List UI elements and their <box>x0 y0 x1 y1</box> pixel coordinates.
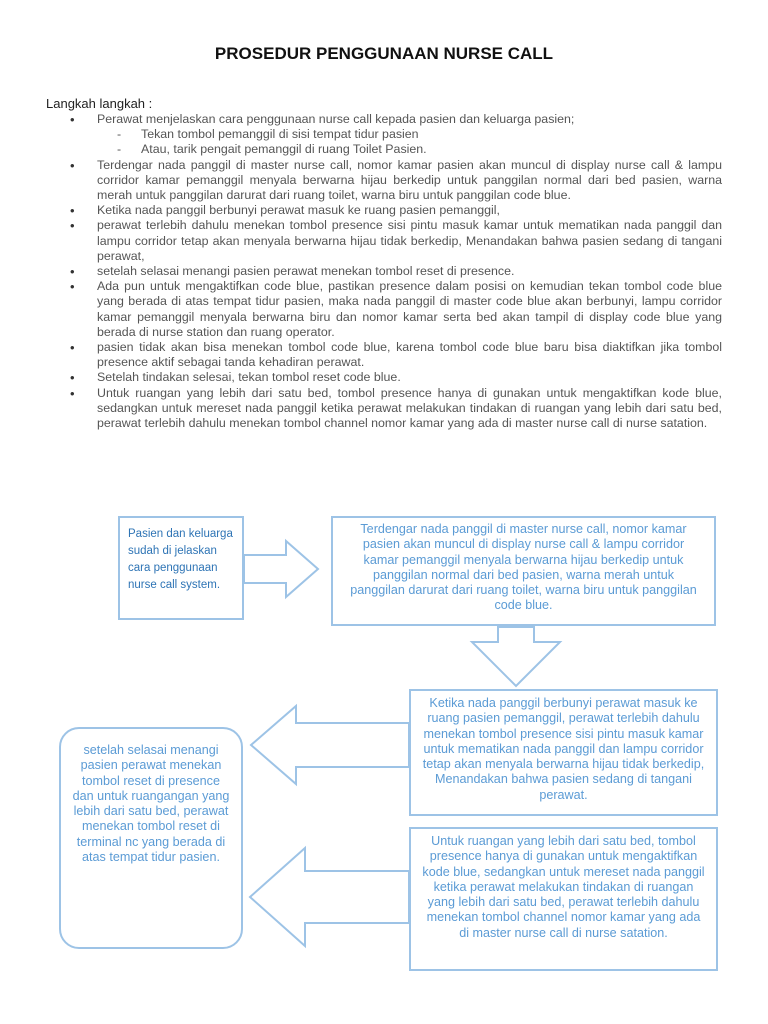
arrow-down-icon <box>472 627 560 686</box>
list-item: • Ada pun untuk mengaktifkan code blue, pastikan presence dalam posisi on kemudian tekan tombol code blue yang berada di atas tempat tidur pasien, maka nada panggil di master code blue akan berbunyi, lampu corridor kamar pemanggil menyala berwarna biru dan nomor kamar serta bed akan tampil di display code blue yang berada di nurse station dan ruang operator. <box>60 279 722 340</box>
list-item: • Terdengar nada panggil di master nurse call, nomor kamar pasien akan muncul di display nurse call & lampu corridor kamar pemanggil menyala berwarna hijau berkedip untuk panggilan normal dari bed pasien, warna merah untuk panggilan darurat dari ruang toilet, warna biru untuk panggilan code blue. <box>60 158 722 204</box>
arrow-right-icon <box>244 541 318 597</box>
step-text: Perawat menjelaskan cara penggunaan nurse call kepada pasien dan keluarga pasien; <box>97 112 575 126</box>
page-title: PROSEDUR PENGGUNAAN NURSE CALL <box>214 44 554 63</box>
substep-item: - Tekan tombol pemanggil di sisi tempat tidur pasien <box>117 127 722 142</box>
flow-box-call-received: Terdengar nada panggil di master nurse call, nomor kamar pasien akan muncul di display nurse call & lampu corridor kamar pemanggil menyala berwarna hijau berkedip untuk panggilan normal dari bed pasien, warna merah untuk panggilan darurat dari ruang toilet, warna biru untuk panggilan code blue. <box>331 516 716 626</box>
list-item: • pasien tidak akan bisa menekan tombol code blue, karena tombol code blue baru bisa diaktifkan jika tombol presence aktif sebagai tanda kehadiran perawat. <box>60 340 722 370</box>
list-item: • setelah selasai menangi pasien perawat menekan tombol reset di presence. <box>60 264 722 279</box>
flow-box-multi-bed: Untuk ruangan yang lebih dari satu bed, tombol presence hanya di gunakan untuk mengaktifkan kode blue, sedangkan untuk mereset nada panggil ketika perawat melakukan tindakan di ruangan yang lebih dari satu bed, perawat terlebih dahulu menekan tombol channel nomor kamar yang ada di master nurse call di nurse satation. <box>409 827 718 971</box>
flow-box-reset: setelah selasai menangi pasien perawat menekan tombol reset di presence dan untuk ruangangan yang lebih dari satu bed, perawat menekan tombol reset di terminal nc yang berada di atas tempat tidur pasien. <box>59 727 243 949</box>
substep-item: - Atau, tarik pengait pemanggil di ruang Toilet Pasien. <box>117 142 722 157</box>
list-item: • Untuk ruangan yang lebih dari satu bed, tombol presence hanya di gunakan untuk mengaktifkan kode blue, sedangkan untuk mereset nada panggil ketika perawat melakukan tindakan di ruangan yang lebih dari satu bed, perawat terlebih dahulu menekan tombol channel nomor kamar yang ada di master nurse call di nurse satation. <box>60 386 722 432</box>
arrow-left-icon <box>250 848 409 946</box>
flow-box-explained: Pasien dan keluarga sudah di jelaskan cara penggunaan nurse call system. <box>118 516 244 620</box>
steps-intro: Langkah langkah : <box>46 96 153 111</box>
list-item: • Ketika nada panggil berbunyi perawat masuk ke ruang pasien pemanggil, <box>60 203 722 218</box>
arrow-left-icon <box>251 706 409 784</box>
list-item: • perawat terlebih dahulu menekan tombol presence sisi pintu masuk kamar untuk mematikan nada panggil dan lampu corridor tetap akan menyala berwarna hijau tidak berkedip, Menandakan bahwa pasien sedang di tangani perawat, <box>60 218 722 264</box>
list-item: • Setelah tindakan selesai, tekan tombol reset code blue. <box>60 370 722 385</box>
flow-box-nurse-enters: Ketika nada panggil berbunyi perawat masuk ke ruang pasien pemanggil, perawat terlebih dahulu menekan tombol presence sisi pintu masuk kamar untuk mematikan nada panggil dan lampu corridor tetap akan menyala berwarna hijau tidak berkedip, Menandakan bahwa pasien sedang di tangani perawat. <box>409 689 718 816</box>
